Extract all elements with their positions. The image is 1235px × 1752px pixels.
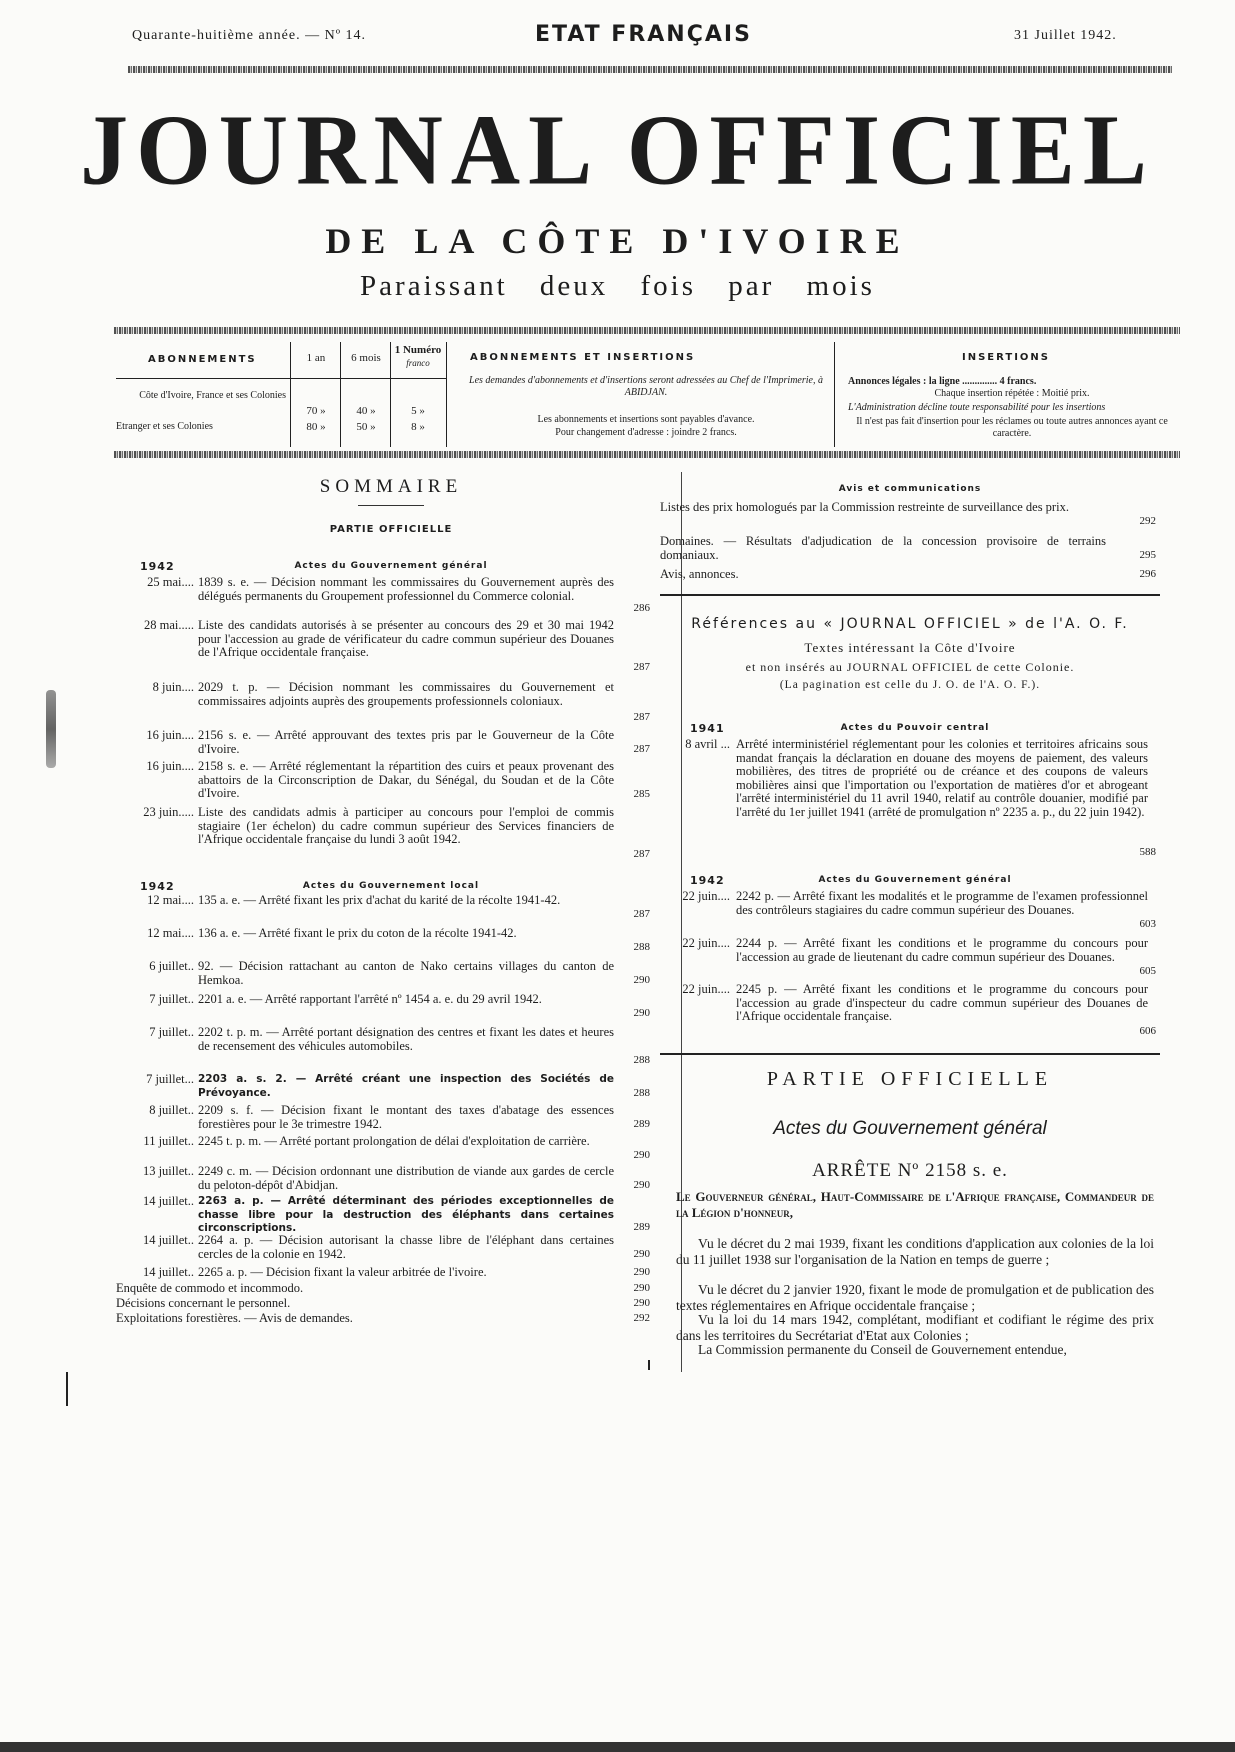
entry-text: 1839 s. e. — Décision nommant les commissaires du Gouvernement auprès des délégués permanents du Groupement professionnel du Commerce colonial.	[198, 575, 614, 603]
sommaire-entry	[116, 1025, 650, 1068]
journal-subtitle: DE LA CÔTE D'IVOIRE	[325, 221, 910, 261]
entry-date: 7 juillet...	[146, 1072, 194, 1086]
entry-date: 6 juillet..	[149, 959, 194, 973]
entry-date: 28 mai.....	[144, 618, 194, 632]
rate-row-label: Côte d'Ivoire, France et ses Colonies	[139, 390, 286, 401]
entry-page: 588	[1139, 846, 1156, 858]
partie-label: PARTIE OFFICIELLE	[329, 524, 453, 535]
sommaire-entry	[116, 1296, 650, 1311]
col-1-an: 1 an	[306, 352, 326, 364]
entry-text: 2263 a. p. — Arrêté déterminant des périodes exceptionnelles de chasse libre pour la destruction des éléphants dans certaines circonscriptions.	[198, 1195, 614, 1234]
section-year: 1942	[140, 560, 175, 573]
entry-text: 136 a. e. — Arrêté fixant le prix du coton de la récolte 1941-42.	[198, 926, 517, 940]
entry-date: 14 juillet..	[142, 1233, 194, 1247]
entry-text: 2202 t. p. m. — Arrêté portant désignation des centres et fixant les dates et heures de recensement des véhicules automobiles.	[198, 1025, 614, 1053]
sommaire-entry	[116, 1233, 650, 1262]
entry-text: Avis, annonces.	[660, 567, 739, 581]
top-rule	[128, 66, 1172, 73]
partie-rule	[660, 1053, 1160, 1055]
entry-text: 2245 t. p. m. — Arrêté portant prolongation de délai d'exploitation de carrière.	[198, 1134, 590, 1148]
issue-date: 31 Juillet 1942.	[1014, 28, 1117, 43]
entry-date: 8 juillet..	[149, 1103, 194, 1117]
entry-date: 16 juin....	[146, 759, 194, 773]
insertions-header: INSERTIONS	[962, 352, 1050, 363]
references-pagination: (La pagination est celle du J. O. de l'A. O. F.).	[779, 679, 1041, 691]
sommaire-entry	[660, 937, 1160, 979]
abo-ins-text: Les abonnements et insertions sont payables d'avance.	[537, 414, 755, 425]
sommaire-entry	[116, 992, 650, 1021]
entry-page: 287	[633, 711, 650, 723]
avis-title: Avis et communications	[838, 484, 982, 494]
sommaire-entry	[116, 759, 650, 802]
entry-text: 2156 s. e. — Arrêté approuvant des textes pris par le Gouverneur de la Côte d'Ivoire.	[198, 728, 614, 756]
sommaire-entry	[116, 1265, 650, 1280]
abo-ins-header: ABONNEMENTS ET INSERTIONS	[470, 352, 696, 363]
entry-text: Exploitations forestières. — Avis de demandes.	[116, 1311, 353, 1325]
entry-date: 22 juin....	[682, 936, 730, 950]
entry-text: 2203 a. s. 2. — Arrêté créant une inspection des Sociétés de Prévoyance.	[198, 1073, 614, 1099]
insertions-text: Chaque insertion répétée : Moitié prix.	[934, 388, 1090, 399]
entry-page: 290	[633, 1282, 650, 1294]
avis-entry	[660, 535, 1160, 563]
entry-text: Liste des candidats autorisés à se présenter au concours des 29 et 30 mai 1942 pour l'accession au grade de vérificateur du cadre commun supérieur des Douanes de l'Afrique occidentale française.	[198, 618, 614, 659]
entry-date: 23 juin.....	[143, 805, 194, 819]
sommaire-entry	[116, 680, 650, 725]
entry-date: 7 juillet..	[149, 1025, 194, 1039]
sommaire-entry	[116, 893, 650, 922]
sommaire-entry	[116, 575, 650, 616]
sommaire-entry	[116, 1164, 650, 1193]
scan-mark	[66, 1372, 68, 1406]
col-6-mois: 6 mois	[351, 352, 381, 364]
insertions-text: Annonces légales : la ligne .............. 4 francs.	[848, 376, 1037, 387]
sommaire-title: SOMMAIRE	[319, 476, 463, 497]
entry-page: 288	[633, 1054, 650, 1066]
state-heading: ETAT FRANÇAIS	[535, 22, 752, 47]
arrete-title: ARRÊTE Nº 2158 s. e.	[812, 1160, 1008, 1181]
entry-page: 290	[633, 1149, 650, 1161]
sommaire-entry	[116, 728, 650, 757]
entry-page: 290	[633, 1266, 650, 1278]
entry-text: Domaines. — Résultats d'adjudication de la concession provisoire de terrains domaniaux.	[660, 534, 1106, 562]
col-numero-sub: franco	[406, 358, 430, 368]
arrete-paragraph: La Commission permanente du Conseil de Gouvernement entendue,	[698, 1342, 1067, 1357]
entry-date: 16 juin....	[146, 728, 194, 742]
insertions-text: Il n'est pas fait d'insertion pour les réclames ou toute autres annonces ayant ce caractère.	[856, 416, 1168, 439]
journal-title: JOURNAL OFFICIEL	[80, 93, 1155, 206]
entry-text: 2201 a. e. — Arrêté rapportant l'arrêté nº 1454 a. e. du 29 avril 1942.	[198, 992, 542, 1006]
entry-page: 296	[1139, 568, 1156, 580]
section-title: Actes du Pouvoir central	[840, 723, 990, 733]
publication-frequency: Paraissant deux fois par mois	[360, 270, 875, 302]
rates-bottom-rule	[114, 451, 1180, 458]
sommaire-entry	[116, 1072, 650, 1101]
rate-row-6mois: 50 »	[356, 421, 376, 433]
entry-date: 25 mai....	[147, 575, 194, 589]
rate-row-label: Etranger et ses Colonies	[116, 421, 213, 432]
entry-text: Arrêté interministériel réglementant pour les colonies et territoires africains sous mandat français la déclaration en douane des moyens de paiement, des valeurs mobilières, des titres de propriété ou de créance et des coupons de valeurs mobilières ainsi que l'importation ou l'exportation de matières d'or et abrogeant l'arrêté interministériel du 11 avril 1940, relatif au contrôle douanier, modifié par l'arrêté du 1er juillet 1941 (arrêté de promulgation nº 2235 a. p., du 22 juin 1942).	[736, 737, 1148, 819]
col-numero: 1 Numéro	[394, 344, 442, 356]
entry-date: 12 mai....	[147, 926, 194, 940]
sommaire-entry	[660, 890, 1160, 932]
entry-text: 135 a. e. — Arrêté fixant les prix d'achat du karité de la récolte 1941-42.	[198, 893, 561, 907]
arrete-paragraph: Vu le décret du 2 mai 1939, fixant les conditions d'application aux colonies de la loi du 11 juillet 1938 sur l'organisation de la Nation en temps de guerre ;	[676, 1236, 1154, 1267]
rate-row-1an: 70 »	[306, 405, 326, 417]
references-subtitle: et non insérés au JOURNAL OFFICIEL de cette Colonie.	[745, 660, 1075, 674]
sommaire-ornament	[358, 505, 424, 506]
entry-text: 2242 p. — Arrêté fixant les modalités et le programme de l'examen professionnel des contrôleurs stagiaires du cadre commun supérieur des Douanes.	[736, 889, 1148, 917]
rate-row-1an: 80 »	[306, 421, 326, 433]
entry-page: 295	[1139, 549, 1156, 561]
sommaire-entry	[116, 805, 650, 862]
sommaire-entry	[660, 738, 1160, 860]
arrete-paragraph: Vu la loi du 14 mars 1942, complétant, modifiant et codifiant le régime des prix dans les territoires du Secrétariat d'Etat aux Colonies ;	[676, 1312, 1154, 1343]
section-year: 1941	[690, 722, 725, 735]
entry-date: 14 juillet..	[142, 1265, 194, 1279]
entry-page: 288	[633, 1087, 650, 1099]
issue-number: Quarante-huitième année. — Nº 14.	[132, 28, 367, 43]
section-year: 1942	[690, 874, 725, 887]
rate-row-numero: 8 »	[411, 421, 425, 433]
entry-text: 2249 c. m. — Décision ordonnant une distribution de viande aux gardes de cercle du peloton-dépôt d'Abidjan.	[198, 1164, 614, 1192]
rate-row-6mois: 40 »	[356, 405, 376, 417]
references-title: Références au « JOURNAL OFFICIEL » de l'A. O. F.	[691, 616, 1129, 632]
scan-edge	[0, 1742, 1235, 1752]
entry-page: 292	[1139, 515, 1156, 527]
entry-page: 287	[633, 848, 650, 860]
entry-page: 289	[633, 1118, 650, 1130]
entry-text: 2264 a. p. — Décision autorisant la chasse libre de l'éléphant dans certaines cercles de la colonie en 1942.	[198, 1233, 614, 1261]
entry-text: 2265 a. p. — Décision fixant la valeur arbitrée de l'ivoire.	[198, 1265, 487, 1279]
sommaire-entry	[116, 1194, 650, 1235]
arrete-intro: Le Gouverneur général, Haut-Commissaire de l'Afrique française, Commandeur de la Légion d'honneur,	[676, 1189, 1154, 1220]
rates-top-rule	[114, 327, 1180, 334]
sommaire-entry	[116, 618, 650, 675]
entry-text: 2209 s. f. — Décision fixant le montant des taxes d'abatage des essences forestières pour le 3e trimestre 1942.	[198, 1103, 614, 1131]
abo-ins-text: Pour changement d'adresse : joindre 2 francs.	[555, 427, 737, 438]
section-title: Actes du Gouvernement général	[294, 561, 488, 571]
avis-entry	[660, 501, 1160, 529]
sommaire-entry	[116, 1103, 650, 1132]
entry-page: 285	[633, 788, 650, 800]
sommaire-entry	[116, 926, 650, 955]
entry-text: Décisions concernant le personnel.	[116, 1296, 291, 1310]
entry-page: 287	[633, 661, 650, 673]
entry-date: 11 juillet..	[143, 1134, 194, 1148]
sommaire-entry	[116, 1134, 650, 1163]
sommaire-entry	[116, 1311, 650, 1326]
entry-page: 288	[633, 941, 650, 953]
arrete-paragraph: Vu le décret du 2 janvier 1920, fixant le mode de promulgation et de publication des textes réglementaires en Afrique occidentale française ;	[676, 1282, 1154, 1313]
sommaire-entry	[660, 983, 1160, 1039]
entry-page: 290	[633, 1007, 650, 1019]
entry-date: 12 mai....	[147, 893, 194, 907]
entry-page: 287	[633, 743, 650, 755]
entry-page: 290	[633, 1248, 650, 1260]
sommaire-entry	[116, 959, 650, 988]
section-title: Actes du Gouvernement local	[302, 881, 480, 891]
section-title: Actes du Gouvernement général	[818, 875, 1012, 885]
entry-page: 286	[633, 602, 650, 614]
entry-date: 7 juillet..	[149, 992, 194, 1006]
entry-text: Listes des prix homologués par la Commission restreinte de surveillance des prix.	[660, 500, 1069, 514]
abonnements-header: ABONNEMENTS	[148, 354, 257, 365]
scan-mark	[46, 690, 56, 768]
entry-date: 8 avril ...	[685, 737, 730, 751]
entry-page: 603	[1139, 918, 1156, 930]
entry-text: 92. — Décision rattachant au canton de Nako certains villages du canton de Hemkoa.	[198, 959, 614, 987]
entry-page: 606	[1139, 1025, 1156, 1037]
partie-officielle-heading: PARTIE OFFICIELLE	[766, 1068, 1054, 1090]
references-subtitle: Textes intéressant la Côte d'Ivoire	[804, 640, 1016, 655]
actes-heading: Actes du Gouvernement général	[773, 1118, 1047, 1139]
entry-page: 290	[633, 1179, 650, 1191]
entry-page: 292	[633, 1312, 650, 1324]
sommaire-entry	[116, 1281, 650, 1296]
entry-text: 2245 p. — Arrêté fixant les conditions et le programme du concours pour l'accession au grade d'inspecteur du cadre commun supérieur des Douanes de l'Afrique occidentale française.	[736, 982, 1148, 1023]
entry-page: 287	[633, 908, 650, 920]
entry-date: 14 juillet..	[142, 1194, 194, 1208]
entry-text: Enquête de commodo et incommodo.	[116, 1281, 304, 1295]
entry-date: 22 juin....	[682, 982, 730, 996]
references-rule	[660, 594, 1160, 596]
entry-date: 13 juillet..	[142, 1164, 194, 1178]
entry-text: 2244 p. — Arrêté fixant les conditions et le programme du concours pour l'accession au grade de lieutenant du cadre commun supérieur des Douanes.	[736, 936, 1148, 964]
entry-text: 2158 s. e. — Arrêté réglementant la répartition des cuirs et peaux provenant des abattoirs de la Circonscription de Dakar, du Sénégal, du Soudan et de la Côte d'Ivoire.	[198, 759, 614, 800]
entry-text: 2029 t. p. — Décision nommant les commissaires du Gouvernement et commissaires adjoints auprès des groupements professionnels coloniaux.	[198, 680, 614, 708]
avis-entry	[660, 568, 1160, 582]
rate-row-numero: 5 »	[411, 405, 425, 417]
entry-date: 8 juin....	[152, 680, 194, 694]
abo-ins-text: Les demandes d'abonnements et d'insertions seront adressées au Chef de l'Imprimerie, à ABIDJAN.	[469, 375, 823, 398]
scan-mark	[648, 1360, 650, 1370]
entry-page: 289	[633, 1221, 650, 1233]
entry-text: Liste des candidats admis à participer au concours pour l'emploi de commis stagiaire (1er échelon) du cadre commun supérieur des Services financiers de l'Afrique occidentale française du lundi 3 août 1942.	[198, 805, 614, 846]
entry-page: 290	[633, 974, 650, 986]
entry-date: 22 juin....	[682, 889, 730, 903]
entry-page: 290	[633, 1297, 650, 1309]
section-year: 1942	[140, 880, 175, 893]
insertions-text: L'Administration décline toute responsabilité pour les insertions	[848, 402, 1106, 413]
entry-page: 605	[1139, 965, 1156, 977]
